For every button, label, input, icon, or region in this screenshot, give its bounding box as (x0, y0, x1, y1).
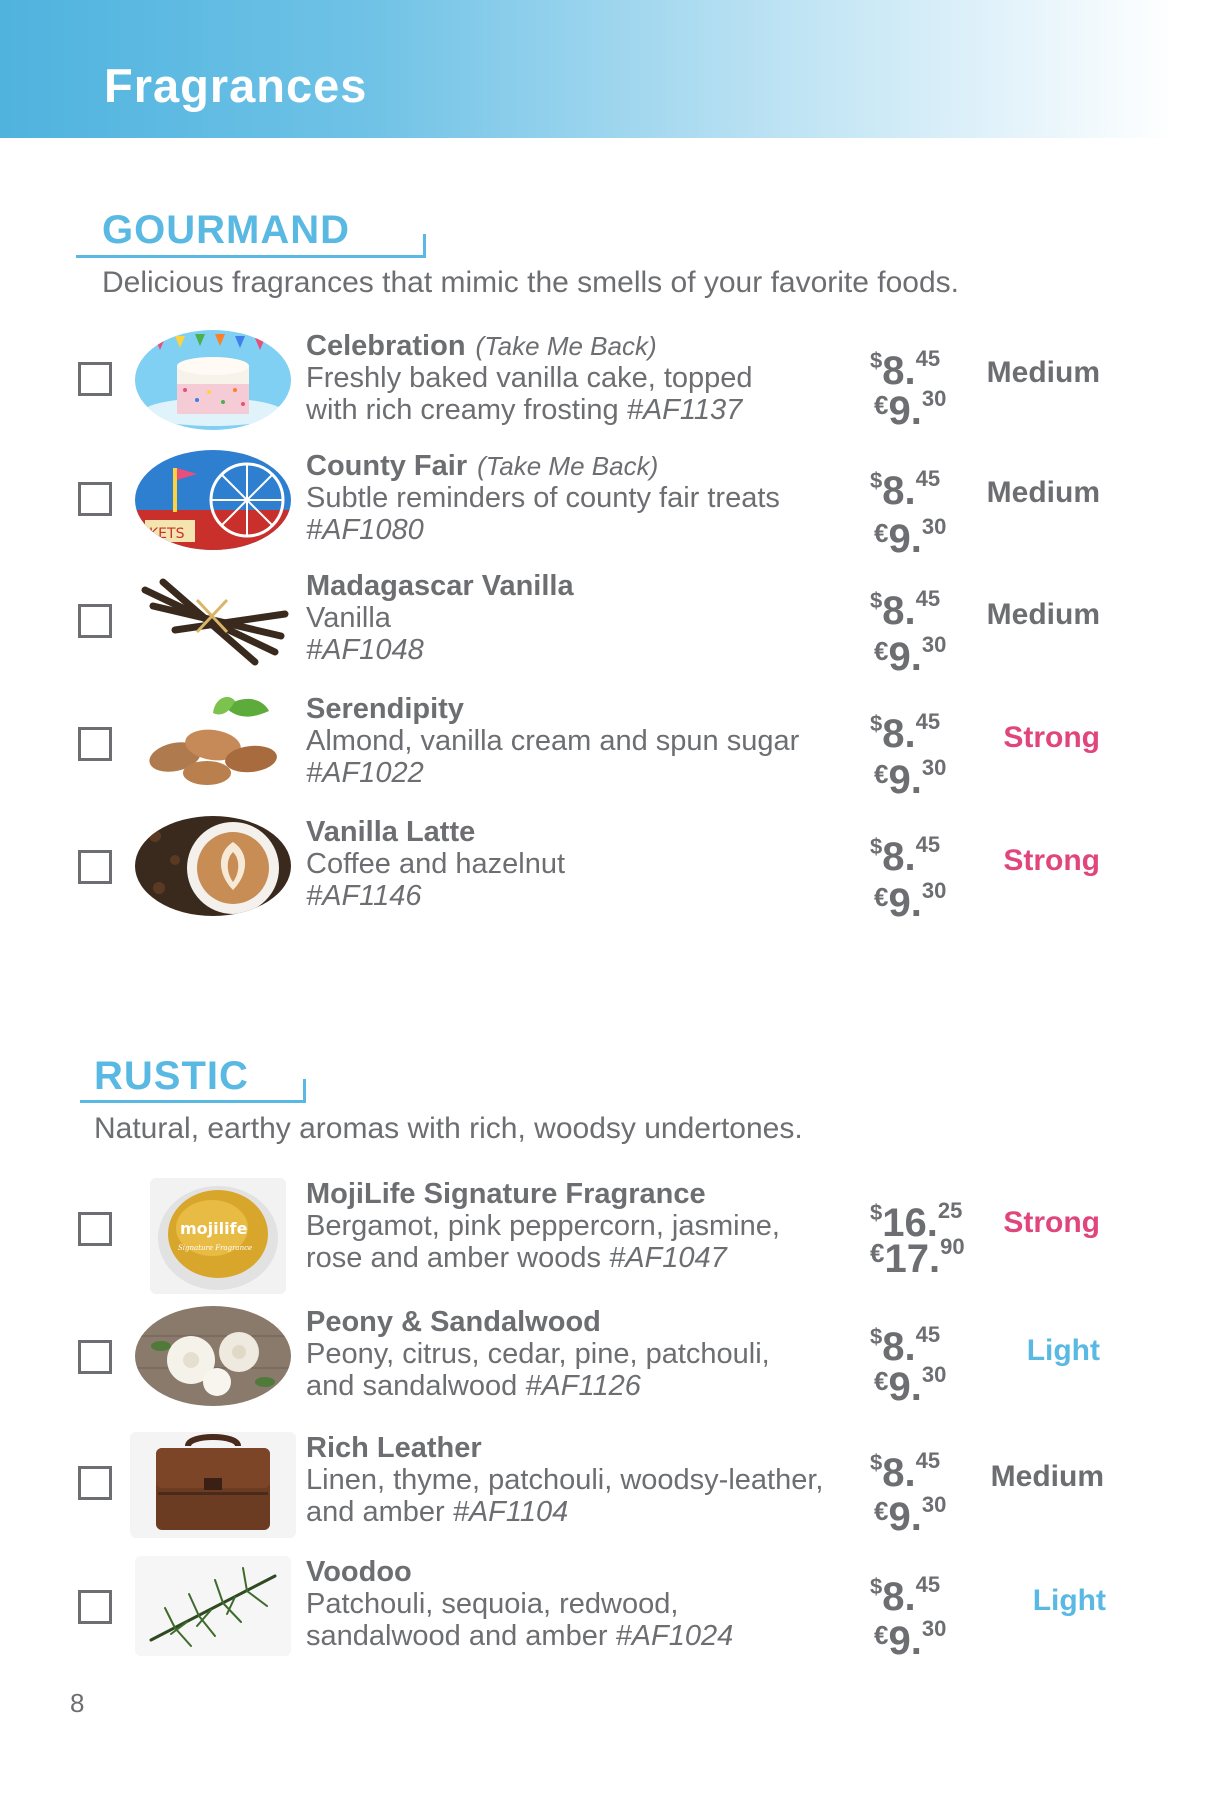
section-description: Natural, earthy aromas with rich, woodsy undertones. (94, 1112, 803, 1145)
item-notes: sandalwood and amber (306, 1620, 616, 1652)
item-notes: and amber (306, 1496, 453, 1528)
price-eur (874, 514, 946, 562)
price-usd (870, 466, 940, 514)
currency-symbol: € (874, 1366, 889, 1396)
item-description (306, 1178, 780, 1274)
strength-label: Light (1026, 1334, 1100, 1367)
item-name: Madagascar Vanilla (306, 570, 574, 602)
price-eur (874, 632, 946, 680)
strength-label: Medium (986, 356, 1100, 389)
section-description: Delicious fragrances that mimic the smells of your favorite foods. (102, 266, 960, 299)
latte-image (135, 816, 291, 916)
item-name: MojiLife Signature Fragrance (306, 1178, 706, 1210)
item-tag: (Take Me Back) (477, 451, 659, 481)
select-checkbox[interactable] (78, 362, 112, 396)
item-name: Peony & Sandalwood (306, 1306, 601, 1338)
section-underline-tick (303, 1079, 306, 1103)
item-name: Voodoo (306, 1556, 412, 1588)
price-cents: 45 (915, 1322, 941, 1347)
price-eur (874, 1616, 946, 1664)
item-code: #AF1104 (452, 1496, 569, 1528)
currency-symbol: € (874, 882, 889, 912)
price-whole: 8. (882, 469, 916, 513)
svg-text:KETS: KETS (149, 526, 185, 542)
price-eur (874, 1492, 946, 1540)
item-name: Serendipity (306, 693, 464, 725)
item-code: #AF1126 (525, 1370, 641, 1402)
price-cents: 30 (921, 1616, 947, 1641)
price-eur (874, 755, 946, 803)
item-notes: Freshly baked vanilla cake, topped (306, 362, 753, 394)
section-underline (76, 255, 426, 258)
price-whole: 9. (888, 1365, 922, 1409)
item-description (306, 1306, 770, 1402)
page-title: Fragrances (104, 59, 368, 112)
item-notes: Subtle reminders of county fair treats (306, 482, 780, 514)
price-whole: 9. (888, 517, 922, 561)
currency-symbol: € (874, 1496, 889, 1526)
page-number: 8 (70, 1688, 85, 1718)
select-checkbox[interactable] (78, 482, 112, 516)
currency-symbol: € (874, 1620, 889, 1650)
price-usd (870, 832, 940, 880)
currency-symbol: $ (870, 1574, 883, 1599)
price-cents: 45 (915, 1572, 941, 1597)
price-usd (870, 1572, 940, 1620)
price-cents: 45 (915, 466, 941, 491)
price-cents: 30 (921, 878, 947, 903)
price-cents: 30 (921, 632, 947, 657)
item-code: #AF1048 (306, 634, 424, 666)
item-name: County Fair (306, 450, 468, 482)
strength-label: Medium (990, 1460, 1104, 1493)
item-notes: Patchouli, sequoia, redwood, (306, 1588, 679, 1620)
mojilife-pod-image (150, 1178, 286, 1294)
price-whole: 9. (888, 635, 922, 679)
price-cents: 25 (937, 1198, 963, 1223)
leather-bag-image (130, 1432, 296, 1538)
price-eur (874, 1362, 946, 1410)
price-cents: 45 (915, 709, 941, 734)
strength-label: Medium (986, 476, 1100, 509)
price-cents: 30 (921, 386, 947, 411)
pod-sublabel: Signature Fragrance (178, 1244, 253, 1252)
price-cents: 90 (940, 1234, 965, 1259)
section-underline-tick (423, 234, 426, 258)
item-notes: Peony, citrus, cedar, pine, patchouli, (306, 1338, 770, 1370)
item-notes: Bergamot, pink peppercorn, jasmine, (306, 1210, 780, 1242)
price-usd (870, 586, 940, 634)
price-cents: 45 (915, 346, 941, 371)
item-description (306, 1556, 733, 1652)
price-whole: 9. (888, 758, 922, 802)
price-eur (874, 386, 946, 434)
item-description (306, 570, 574, 666)
currency-symbol: $ (870, 711, 883, 736)
currency-symbol: $ (870, 834, 883, 859)
strength-label: Strong (1003, 721, 1100, 754)
section-title-rustic: RUSTIC (94, 1054, 249, 1098)
item-notes: and sandalwood (306, 1370, 526, 1402)
currency-symbol: $ (870, 588, 883, 613)
currency-symbol: € (874, 518, 889, 548)
select-checkbox[interactable] (78, 727, 112, 761)
ferris-wheel-image (135, 450, 291, 550)
currency-symbol: $ (870, 1200, 883, 1225)
pine-sprig-image (135, 1556, 291, 1656)
select-checkbox[interactable] (78, 1466, 112, 1500)
price-cents: 45 (915, 586, 941, 611)
item-notes: Vanilla (306, 602, 391, 634)
price-whole: 8. (882, 589, 916, 633)
price-whole: 17. (884, 1237, 941, 1281)
price-eur (874, 878, 946, 926)
select-checkbox[interactable] (78, 1340, 112, 1374)
currency-symbol: $ (870, 1324, 883, 1349)
strength-label: Medium (986, 598, 1100, 631)
currency-symbol: $ (870, 1450, 883, 1475)
item-notes: Almond, vanilla cream and spun sugar (306, 725, 800, 757)
cake-image (135, 330, 291, 430)
item-description (306, 693, 799, 789)
item-description (306, 330, 753, 426)
price-cents: 30 (921, 1362, 947, 1387)
strength-label: Strong (1003, 844, 1100, 877)
price-whole: 9. (888, 1619, 922, 1663)
price-eur (870, 1234, 965, 1282)
item-code: #AF1022 (306, 757, 424, 789)
item-code: #AF1146 (306, 880, 422, 912)
item-description (306, 450, 780, 546)
price-cents: 45 (915, 832, 941, 857)
item-code: #AF1047 (609, 1242, 727, 1274)
price-cents: 30 (921, 1492, 947, 1517)
almonds-image (135, 693, 291, 793)
strength-label: Light (1032, 1584, 1106, 1617)
price-usd (870, 1448, 940, 1496)
currency-symbol: € (874, 636, 889, 666)
price-cents: 45 (915, 1448, 941, 1473)
item-notes: rose and amber woods (306, 1242, 610, 1274)
section-underline (80, 1100, 306, 1103)
currency-symbol: $ (870, 348, 883, 373)
price-whole: 8. (882, 349, 916, 393)
item-name: Celebration (306, 330, 466, 362)
price-whole: 8. (882, 835, 916, 879)
currency-symbol: € (870, 1238, 885, 1268)
currency-symbol: $ (870, 468, 883, 493)
price-whole: 8. (882, 1451, 916, 1495)
section-title-gourmand: GOURMAND (102, 208, 350, 252)
select-checkbox[interactable] (78, 850, 112, 884)
item-notes: with rich creamy frosting (306, 394, 627, 426)
select-checkbox[interactable] (78, 604, 112, 638)
price-whole: 9. (888, 1495, 922, 1539)
price-whole: 8. (882, 712, 916, 756)
price-whole: 16. (882, 1201, 938, 1245)
item-code: #AF1024 (615, 1620, 734, 1652)
price-usd (870, 709, 940, 757)
pod-label: mojilife (180, 1219, 248, 1238)
price-cents: 30 (921, 514, 947, 539)
item-notes: Linen, thyme, patchouli, woodsy-leather, (306, 1464, 824, 1496)
currency-symbol: € (874, 759, 889, 789)
item-name: Rich Leather (306, 1432, 482, 1464)
strength-label: Strong (1003, 1206, 1100, 1239)
item-code: #AF1080 (306, 514, 424, 546)
price-whole: 8. (882, 1325, 916, 1369)
item-code: #AF1137 (626, 394, 743, 426)
peony-image (135, 1306, 291, 1406)
vanilla-beans-image (135, 570, 291, 670)
item-description (306, 1432, 823, 1528)
price-whole: 8. (882, 1575, 916, 1619)
currency-symbol: € (874, 390, 889, 420)
select-checkbox[interactable] (78, 1590, 112, 1624)
select-checkbox[interactable] (78, 1212, 112, 1246)
item-notes: Coffee and hazelnut (306, 848, 566, 880)
item-description (306, 816, 565, 912)
item-tag: (Take Me Back) (475, 331, 657, 361)
price-whole: 9. (888, 881, 922, 925)
price-whole: 9. (888, 389, 922, 433)
item-name: Vanilla Latte (306, 816, 476, 848)
price-cents: 30 (921, 755, 947, 780)
